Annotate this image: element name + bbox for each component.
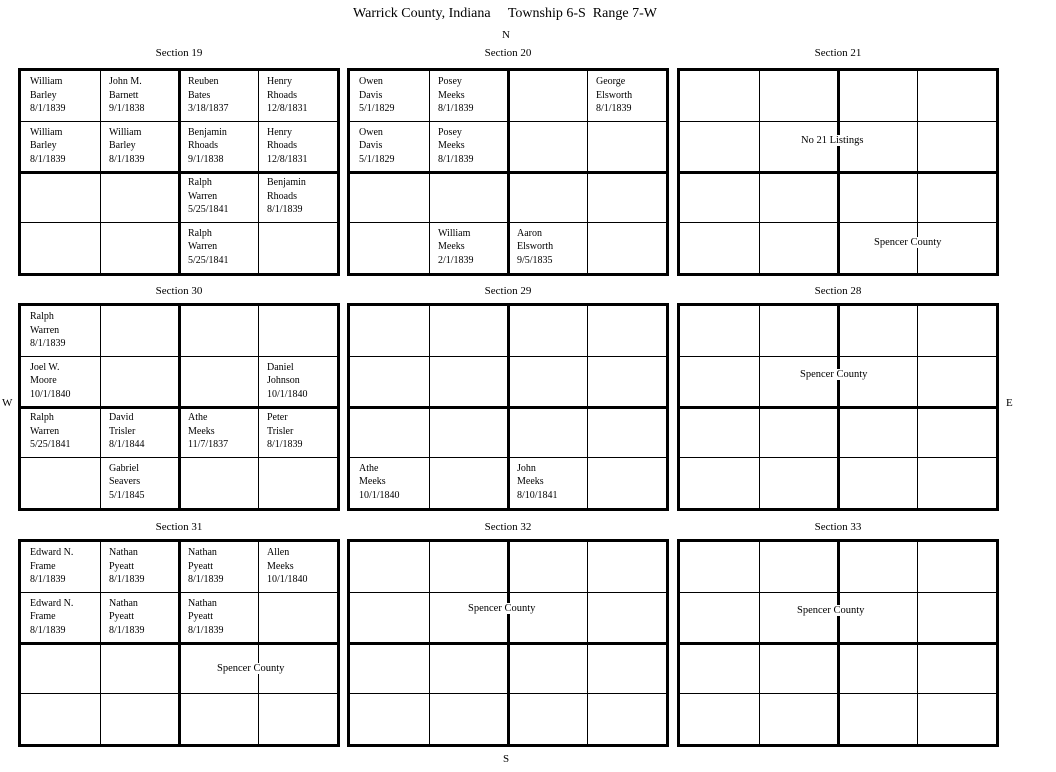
grid-line — [680, 642, 996, 645]
land-entry: John Meeks 8/10/1841 — [517, 462, 558, 501]
land-entry: Peter Trisler 8/1/1839 — [267, 412, 303, 450]
grid-line — [350, 457, 666, 458]
land-entry: Ralph Warren 8/1/1839 — [30, 311, 66, 349]
grid-line — [21, 457, 337, 458]
land-entry: Nathan Pyeatt 8/1/1839 — [109, 547, 145, 585]
grid-line — [680, 693, 996, 694]
grid-line — [258, 542, 259, 744]
grid-line — [587, 306, 588, 508]
land-entry: Nathan Pyeatt 8/1/1839 — [188, 547, 224, 585]
land-entry: Benjamin Rhoads 9/1/1838 — [188, 126, 227, 165]
land-entry: William Meeks 2/1/1839 — [438, 227, 474, 266]
section-note: No 21 Listings — [801, 135, 864, 146]
land-entry: Edward N. Frame 8/1/1839 — [30, 597, 74, 636]
land-entry: Athe Meeks 11/7/1837 — [188, 412, 229, 450]
grid-line — [21, 171, 337, 174]
section-note: Spencer County — [797, 605, 865, 616]
grid-line — [680, 406, 996, 409]
grid-line — [587, 71, 588, 273]
grid-line — [21, 693, 337, 694]
land-entry: Henry Rhoads 12/8/1831 — [267, 126, 308, 165]
land-entry: William Barley 8/1/1839 — [30, 76, 66, 114]
land-entry: George Elsworth 8/1/1839 — [596, 76, 633, 114]
section-label: Section 21 — [814, 47, 862, 59]
grid-line — [258, 71, 259, 273]
land-entry: Owen Davis 5/1/1829 — [359, 126, 395, 165]
land-entry: Daniel Johnson 10/1/1840 — [267, 361, 308, 400]
grid-line — [680, 171, 996, 174]
land-entry: Benjamin Rhoads 8/1/1839 — [267, 177, 306, 215]
grid-line — [917, 542, 918, 744]
land-entry: William Barley 8/1/1839 — [109, 126, 145, 165]
land-entry: William Barley 8/1/1839 — [30, 126, 66, 165]
land-entry: Gabriel Seavers 5/1/1845 — [109, 462, 145, 501]
section-box — [347, 303, 669, 511]
grid-line — [21, 222, 337, 223]
grid-line — [350, 693, 666, 694]
grid-line — [258, 306, 259, 508]
section-label: Section 32 — [484, 521, 532, 533]
grid-line — [680, 457, 996, 458]
land-entry: Ralph Warren 5/25/1841 — [30, 412, 71, 450]
grid-line — [917, 306, 918, 508]
land-entry: Ralph Warren 5/25/1841 — [188, 177, 229, 215]
land-entry: David Trisler 8/1/1844 — [109, 412, 145, 450]
land-entry: Nathan Pyeatt 8/1/1839 — [188, 597, 224, 636]
east-label: E — [1006, 397, 1013, 409]
grid-line — [680, 222, 996, 223]
land-entry: Henry Rhoads 12/8/1831 — [267, 76, 308, 114]
land-entry: Joel W. Moore 10/1/1840 — [30, 361, 71, 400]
section-box — [677, 68, 999, 276]
land-entry: Nathan Pyeatt 8/1/1839 — [109, 597, 145, 636]
grid-line — [587, 542, 588, 744]
section-box — [347, 539, 669, 747]
south-label: S — [503, 753, 510, 765]
grid-line — [21, 406, 337, 409]
section-label: Section 33 — [814, 521, 862, 533]
west-label: W — [2, 397, 13, 409]
land-entry: Posey Meeks 8/1/1839 — [438, 76, 474, 114]
section-label: Section 29 — [484, 285, 532, 297]
section-label: Section 20 — [484, 47, 532, 59]
section-label: Section 19 — [155, 47, 203, 59]
grid-line — [21, 642, 337, 645]
land-entry: Reuben Bates 3/18/1837 — [188, 76, 229, 114]
land-entry: Edward N. Frame 8/1/1839 — [30, 547, 74, 585]
section-box — [677, 539, 999, 747]
section-box — [347, 68, 669, 276]
section-note: Spencer County — [468, 603, 536, 614]
grid-line — [350, 222, 666, 223]
land-entry: Aaron Elsworth 9/5/1835 — [517, 227, 554, 266]
section-box — [18, 539, 340, 747]
section-box — [18, 303, 340, 511]
section-note: Spencer County — [874, 237, 942, 248]
land-entry: John M. Barnett 9/1/1838 — [109, 76, 145, 114]
land-entry: Posey Meeks 8/1/1839 — [438, 126, 474, 165]
land-entry: Ralph Warren 5/25/1841 — [188, 227, 229, 266]
section-box — [18, 68, 340, 276]
grid-line — [350, 171, 666, 174]
map-title: Warrick County, Indiana Township 6-S Range 7-W — [353, 6, 657, 21]
land-entry: Athe Meeks 10/1/1840 — [359, 462, 400, 501]
land-entry: Owen Davis 5/1/1829 — [359, 76, 395, 114]
section-label: Section 30 — [155, 285, 203, 297]
section-label: Section 28 — [814, 285, 862, 297]
north-label: N — [502, 29, 510, 41]
grid-line — [350, 642, 666, 645]
grid-line — [350, 406, 666, 409]
section-note: Spencer County — [800, 369, 868, 380]
section-note: Spencer County — [217, 663, 285, 674]
land-entry: Allen Meeks 10/1/1840 — [267, 547, 308, 585]
section-box — [677, 303, 999, 511]
section-label: Section 31 — [155, 521, 203, 533]
